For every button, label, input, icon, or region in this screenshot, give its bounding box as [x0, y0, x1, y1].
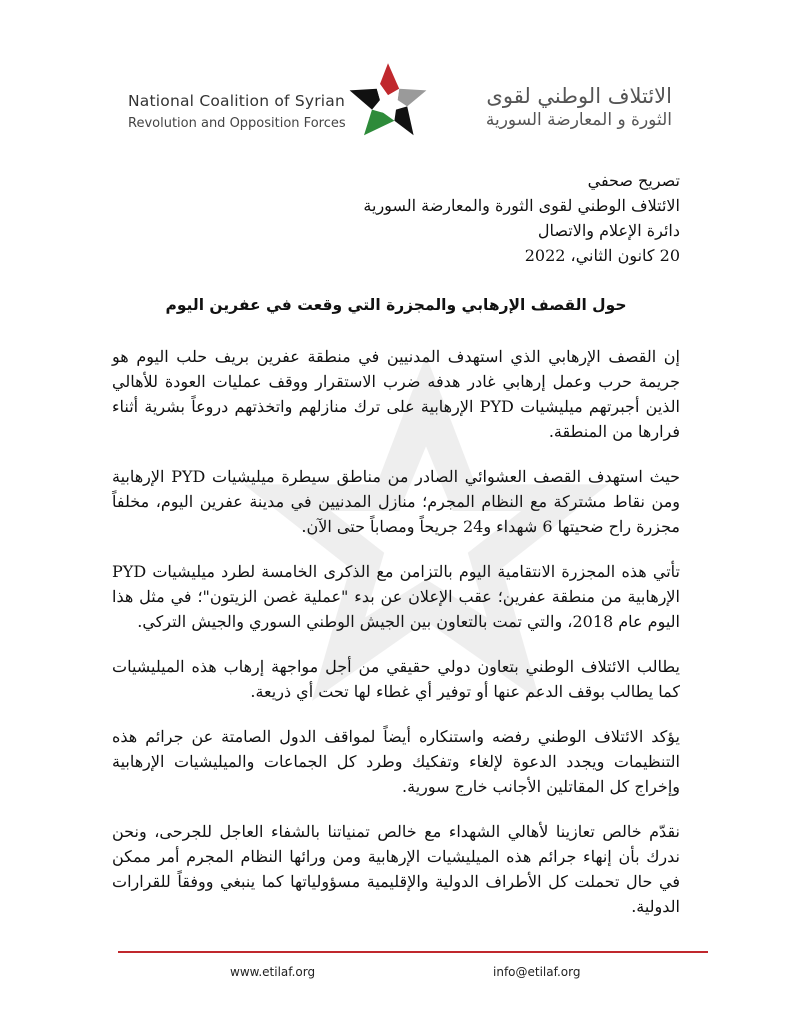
department-name: دائرة الإعلام والاتصال — [537, 221, 680, 240]
org-name-ar — [432, 84, 672, 130]
footer-email-link[interactable]: info@etilaf.org — [493, 965, 581, 979]
star-logo-icon — [348, 60, 428, 140]
release-date: 20 كانون الثاني، 2022 — [524, 246, 680, 265]
org-name-ar-line1: الائتلاف الوطني لقوى — [486, 84, 672, 108]
paragraph: تأتي هذه المجزرة الانتقامية اليوم بالتزامن مع الذكرى الخامسة لطرد ميليشيات PYD الإرهابية من منطقة عفرين؛ عقب الإعلان عن بدء "عملية غصن الزيتون"؛ في مثل هذا اليوم عام 2018، والتي تمت بالتعاون بين الجيش الوطني السوري والجيش التركي. — [112, 562, 680, 631]
paragraph: نقدّم خالص تعازينا لأهالي الشهداء مع خالص تمنياتنا بالشفاء العاجل للجرحى، ونحن ندرك بأن إنهاء جرائم هذه الميليشيات الإرهابية ومن ورائها النظام المجرم أمر ممكن في حال تحملت كل الأطراف الدولية والإقليمية مسؤولياتها كما ينبغي ووفقاً للقرارات الدولية. — [112, 822, 681, 916]
paragraph: يطالب الائتلاف الوطني بتعاون دولي حقيقي من أجل مواجهة إرهاب هذه الميليشيات كما يطالب بوقف الدعم عنها أو توفير أي غطاء لها تحت أي ذريعة. — [112, 657, 680, 701]
paragraph: يؤكد الائتلاف الوطني رفضه واستنكاره أيضاً لمواقف الدول الصامتة عن جرائم هذه التنظيمات ويجدد الدعوة لإلغاء وتفكيك وطرد كل الجماعات والميليشيات الإرهابية وإخراج كل المقاتلين الأجانب خارج سورية. — [112, 727, 680, 796]
document-body — [112, 344, 680, 939]
org-name-en-line2: Revolution and Opposition Forces — [128, 116, 346, 131]
footer-website-link[interactable]: www.etilaf.org — [230, 965, 316, 979]
org-name-en — [128, 92, 346, 131]
paragraph: إن القصف الإرهابي الذي استهدف المدنيين في منطقة عفرين بريف حلب اليوم هو جريمة حرب وعمل إرهابي غادر هدفه ضرب الاستقرار ووقف عمليات العودة للأهالي الذين أجبرتهم ميليشيات PYD الإرهابية على ترك منازلهم واتخذتهم دروعاً بشرية أثناء فرارها من المنطقة. — [112, 347, 681, 441]
footer-divider — [118, 951, 708, 953]
paragraph: حيث استهدف القصف العشوائي الصادر من مناطق سيطرة ميليشيات PYD الإرهابية ومن نقاط مشتركة مع النظام المجرم؛ منازل المدنيين في مدينة عفرين اليوم، مخلفاً مجزرة راح ضحيتها 6 شهداء و24 جريحاً ومصاباً حتى الآن. — [112, 467, 681, 536]
issuer-name: الائتلاف الوطني لقوى الثورة والمعارضة السورية — [363, 196, 680, 215]
org-name-ar-line2: الثورة و المعارضة السورية — [485, 110, 672, 130]
org-name-en-line1: National Coalition of Syrian — [128, 92, 346, 110]
press-release-label: تصريح صحفي — [587, 171, 680, 190]
document-title: حول القصف الإرهابي والمجزرة التي وقعت في عفرين اليوم — [165, 296, 627, 314]
press-info-block — [363, 168, 680, 268]
